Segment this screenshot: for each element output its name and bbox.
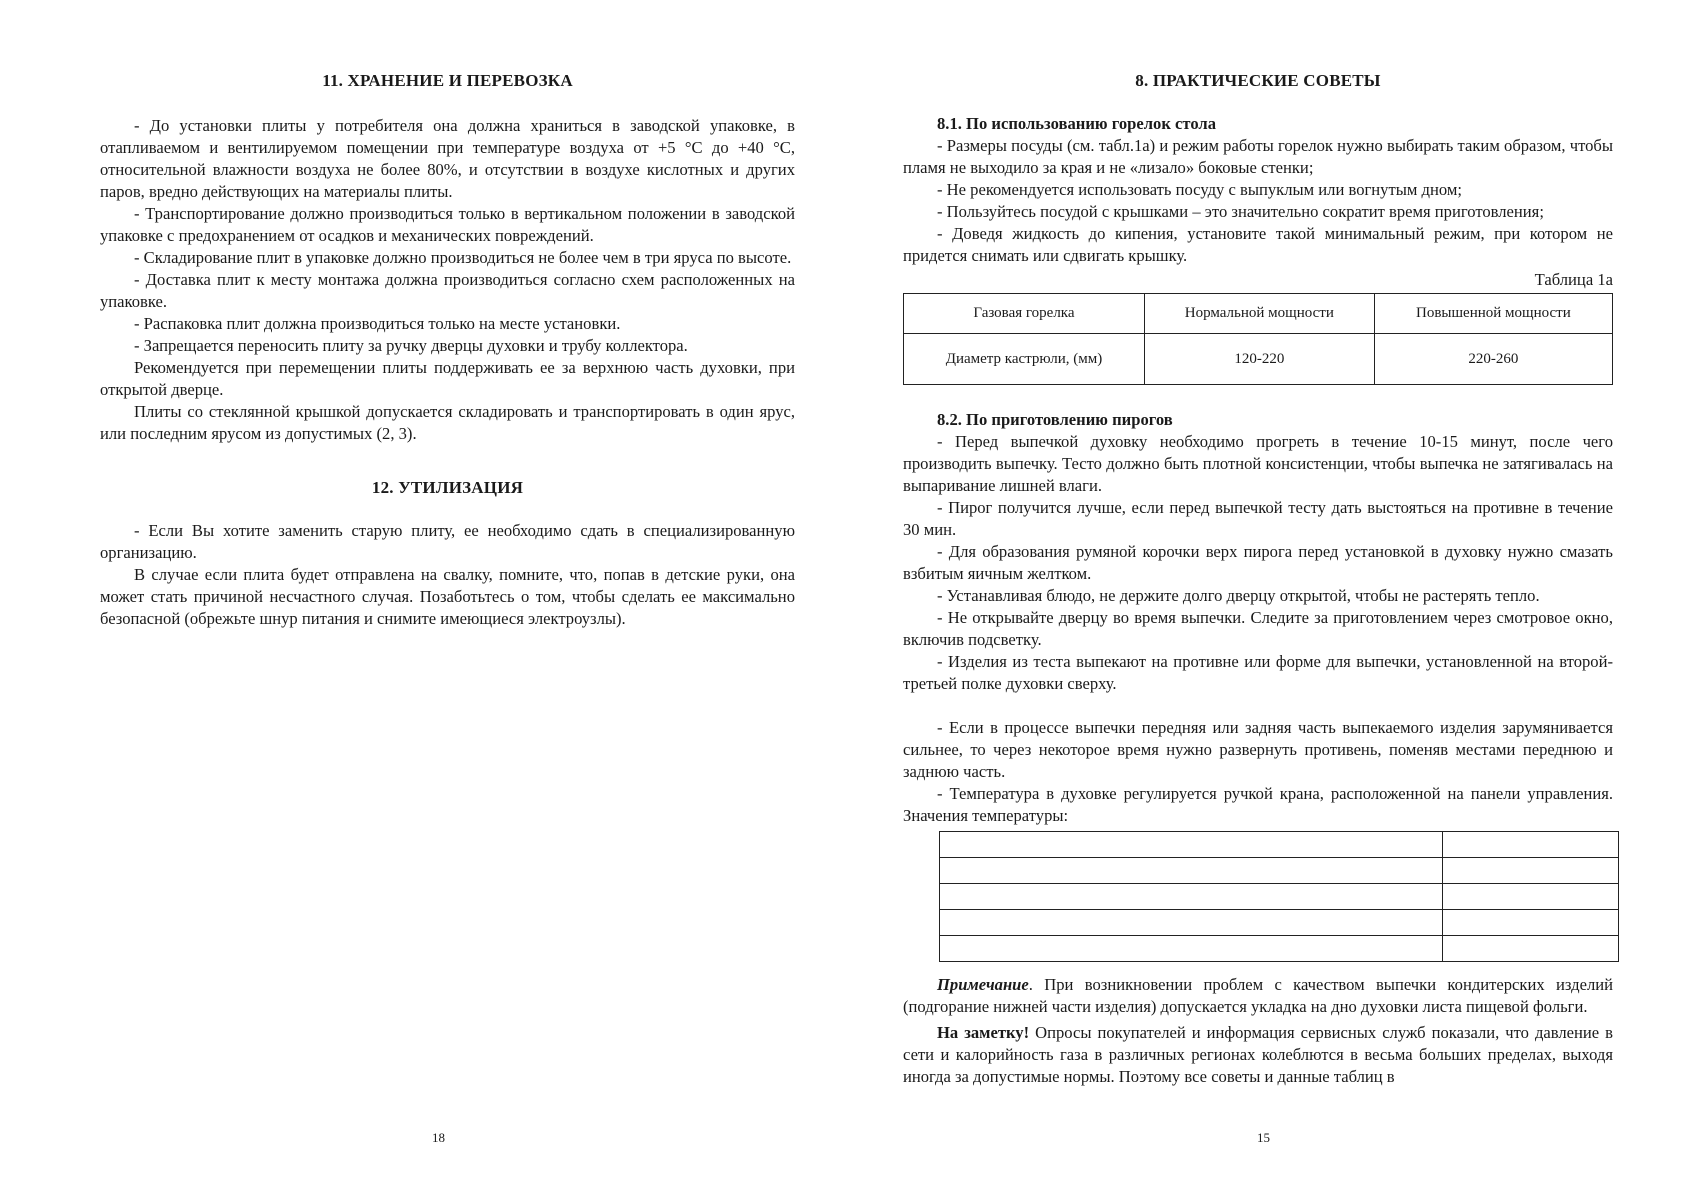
- table-1a-caption: Таблица 1а: [1534, 270, 1613, 289]
- storage-body: [100, 115, 795, 445]
- table-cell: Диаметр кастрюли, (мм): [904, 334, 1145, 385]
- spacer: [903, 695, 1613, 717]
- disposal-paragraph: - Если Вы хотите заменить старую плиту, ее необходимо сдать в специализированную организацию.: [100, 521, 795, 562]
- baking-paragraph: - Если в процессе выпечки передняя или задняя часть выпекаемого изделия зарумянивается сильнее, то через некоторое время нужно развернуть противень, поменяв местами переднюю и заднюю часть.: [903, 718, 1613, 781]
- baking-paragraph: - Перед выпечкой духовку необходимо прогреть в течение 10-15 минут, после чего производить выпечку. Тесто должно быть плотной консистенции, чтобы выпечка не затягивалась на выпаривание лишней влаги.: [903, 432, 1613, 495]
- baking-paragraph: - Не открывайте дверцу во время выпечки. Следите за приготовлением через смотровое окно, включив подсветку.: [903, 608, 1613, 649]
- temperature-cell: [1443, 832, 1619, 858]
- burners-subheading: 8.1. По использованию горелок стола: [937, 114, 1217, 133]
- burners-paragraph: - Не рекомендуется использовать посуду с выпуклым или вогнутым дном;: [937, 180, 1462, 199]
- temperature-cell: [1443, 910, 1619, 936]
- disposal-body: [100, 520, 795, 630]
- temperature-cell: [940, 910, 1443, 936]
- table-header-row: [904, 294, 1613, 334]
- right-page: [903, 0, 1613, 1088]
- table-cell: 220-260: [1374, 334, 1612, 385]
- temperature-row: [940, 910, 1619, 936]
- burner-table: [903, 293, 1613, 385]
- baking-subheading: 8.2. По приготовлению пирогов: [937, 410, 1173, 429]
- baking-paragraph: - Для образования румяной корочки верх пирога перед установкой в духовку нужно смазать взбитым яичным желтком.: [903, 542, 1613, 583]
- temperature-table: [939, 831, 1619, 962]
- baking-paragraph: - Пирог получится лучше, если перед выпечкой тесту дать выстояться на противне в течение 30 мин.: [903, 498, 1613, 539]
- temperature-cell: [940, 832, 1443, 858]
- left-page: [100, 0, 795, 630]
- temperature-row: [940, 936, 1619, 962]
- storage-paragraph: - Распаковка плит должна производиться только на месте установки.: [134, 314, 621, 333]
- temperature-cell: [940, 884, 1443, 910]
- table-header-cell: Повышенной мощности: [1374, 294, 1612, 334]
- zametka-paragraph: [903, 1022, 1613, 1088]
- temperature-row: [940, 858, 1619, 884]
- note-paragraph: [903, 974, 1613, 1018]
- note-label: Примечание: [937, 975, 1029, 994]
- table-header-cell: Газовая горелка: [904, 294, 1145, 334]
- table-cell: 120-220: [1144, 334, 1374, 385]
- zametka-label: На заметку!: [937, 1023, 1030, 1042]
- temperature-cell: [1443, 884, 1619, 910]
- disposal-heading: 12. УТИЛИЗАЦИЯ: [371, 478, 524, 497]
- storage-paragraph: - Запрещается переносить плиту за ручку дверцы духовки и трубу коллектора.: [134, 336, 688, 355]
- temperature-cell: [1443, 858, 1619, 884]
- storage-paragraph: Рекомендуется при перемещении плиты поддерживать ее за верхнюю часть духовки, при открытой дверце.: [100, 358, 795, 399]
- storage-paragraph: - Складирование плит в упаковке должно производиться не более чем в три яруса по высоте.: [134, 248, 792, 267]
- baking-paragraph: - Устанавливая блюдо, не держите долго дверцу открытой, чтобы не растерять тепло.: [937, 586, 1540, 605]
- burners-paragraph: - Размеры посуды (см. табл.1а) и режим работы горелок нужно выбирать таким образом, чтобы пламя не выходило за края и не «лизало» боковые стенки;: [903, 136, 1613, 177]
- storage-paragraph: Плиты со стеклянной крышкой допускается складировать и транспортировать в один ярус, или последним ярусом из допустимых (2, 3).: [100, 402, 795, 443]
- zametka-text: Опросы покупателей и информация сервисных служб показали, что давление в сети и калорийность газа в различных регионах колеблются в весьма больших пределах, выходя иногда за допустимые нормы. Поэтому все советы и данные таблиц в: [903, 1023, 1613, 1086]
- baking-paragraph: - Температура в духовке регулируется ручкой крана, расположенной на панели управления. Значения температуры:: [903, 784, 1613, 825]
- storage-heading: 11. ХРАНЕНИЕ И ПЕРЕВОЗКА: [322, 71, 573, 90]
- temperature-cell: [940, 858, 1443, 884]
- tips-heading: 8. ПРАКТИЧЕСКИЕ СОВЕТЫ: [1135, 71, 1381, 90]
- spacer: [903, 385, 1613, 409]
- storage-paragraph: - До установки плиты у потребителя она должна храниться в заводской упаковке, в отапливаемом и вентилируемом помещении при температуре воздуха от +5 °С до +40 °С, относительной влажности воздуха не более 80%, и отсутствии в воздухе кислотных и других паров, вредно действующих на материалы плиты.: [100, 116, 795, 201]
- temperature-cell: [1443, 936, 1619, 962]
- burners-paragraph: - Доведя жидкость до кипения, установите такой минимальный режим, при котором не придется снимать или сдвигать крышку.: [903, 224, 1613, 265]
- disposal-paragraph: В случае если плита будет отправлена на свалку, помните, что, попав в детские руки, она может стать причиной несчастного случая. Позаботьтесь о том, чтобы сделать ее максимально безопасной (обрежьте шнур питания и снимите имеющиеся электроузлы).: [100, 565, 795, 628]
- left-page-number: 18: [432, 1130, 445, 1145]
- temperature-cell: [940, 936, 1443, 962]
- temperature-row: [940, 884, 1619, 910]
- table-row: [904, 334, 1613, 385]
- storage-paragraph: - Транспортирование должно производиться только в вертикальном положении в заводской упаковке с предохранением от осадков и механических повреждений.: [100, 204, 795, 245]
- storage-paragraph: - Доставка плит к месту монтажа должна производиться согласно схем расположенных на упаковке.: [100, 270, 795, 311]
- right-page-number: 15: [1257, 1130, 1270, 1145]
- burners-paragraph: - Пользуйтесь посудой с крышками – это значительно сократит время приготовления;: [937, 202, 1544, 221]
- note-text: . При возникновении проблем с качеством выпечки кондитерских изделий (подгорание нижней части изделия) допускается укладка на дно духовки листа пищевой фольги.: [903, 975, 1613, 1016]
- baking-paragraph: - Изделия из теста выпекают на противне или форме для выпечки, установленной на второй-третьей полке духовки сверху.: [903, 652, 1613, 693]
- temperature-row: [940, 832, 1619, 858]
- table-header-cell: Нормальной мощности: [1144, 294, 1374, 334]
